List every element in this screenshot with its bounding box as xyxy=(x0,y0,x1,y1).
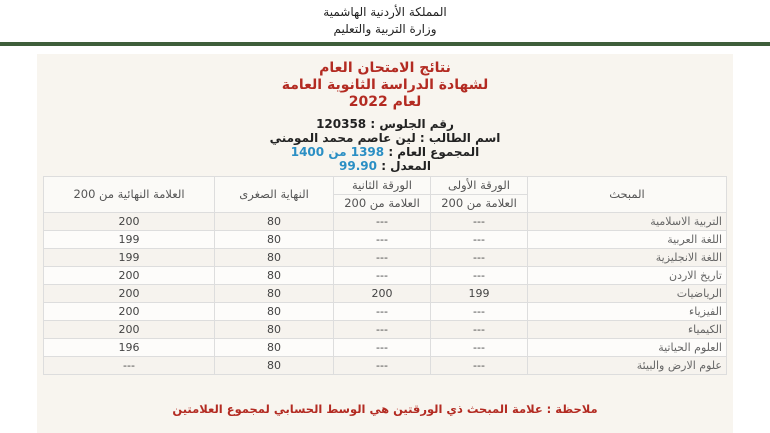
cell-min: 80 xyxy=(215,213,334,231)
average-score xyxy=(37,159,733,173)
cell-min: 80 xyxy=(215,303,334,321)
cell-subject: الرياضيات xyxy=(528,285,727,303)
exam-year: لعام 2022 xyxy=(348,94,422,110)
cell-subject: العلوم الحياتية xyxy=(528,339,727,357)
col-final: العلامة النهائية من 200 xyxy=(44,177,215,213)
cell-paper1: --- xyxy=(431,321,528,339)
cell-paper1: --- xyxy=(431,267,528,285)
cell-subject: الفيزياء xyxy=(528,303,727,321)
table-row xyxy=(44,285,727,303)
results-card xyxy=(37,54,733,433)
results-table xyxy=(43,176,727,375)
cell-final: 200 xyxy=(44,267,215,285)
name-value: لين عاصم محمد المومني xyxy=(269,131,416,145)
cell-subject: اللغة العربية xyxy=(528,231,727,249)
cell-min: 80 xyxy=(215,249,334,267)
table-row xyxy=(44,267,727,285)
total-label: المجموع العام : xyxy=(384,145,480,159)
exam-title-line2: لشهادة الدراسة الثانوية العامة xyxy=(281,77,489,93)
cell-subject: تاريخ الاردن xyxy=(528,267,727,285)
cell-final: 199 xyxy=(44,231,215,249)
cell-paper1: --- xyxy=(431,231,528,249)
footnote: ملاحظة : علامة المبحث ذي الورقتين هي الوسط الحسابي لمجموع العلامتين xyxy=(172,402,598,416)
cell-paper1: --- xyxy=(431,249,528,267)
student-name xyxy=(37,131,733,145)
cell-final: 200 xyxy=(44,213,215,231)
col-min-end: النهاية الصغرى xyxy=(215,177,334,213)
table-row xyxy=(44,339,727,357)
col-subject: المبحث xyxy=(528,177,727,213)
cell-final: 200 xyxy=(44,321,215,339)
cell-paper2: --- xyxy=(334,213,431,231)
header-divider xyxy=(0,42,770,46)
seat-value: 120358 xyxy=(316,117,367,131)
col-paper1-sub: العلامة من 200 xyxy=(431,195,528,213)
table-row xyxy=(44,231,727,249)
total-score xyxy=(37,145,733,159)
cell-paper2: --- xyxy=(334,357,431,375)
cell-final: --- xyxy=(44,357,215,375)
seat-label: رقم الجلوس : xyxy=(366,117,454,131)
avg-label: المعدل : xyxy=(377,159,431,173)
table-row xyxy=(44,303,727,321)
col-paper1: الورقة الأولى xyxy=(431,177,528,195)
ministry-name: وزارة التربية والتعليم xyxy=(333,22,437,36)
cell-subject: الكيمياء xyxy=(528,321,727,339)
cell-paper2: --- xyxy=(334,249,431,267)
cell-paper1: --- xyxy=(431,303,528,321)
table-row xyxy=(44,357,727,375)
cell-final: 199 xyxy=(44,249,215,267)
cell-min: 80 xyxy=(215,321,334,339)
table-row xyxy=(44,321,727,339)
cell-paper1: 199 xyxy=(431,285,528,303)
cell-min: 80 xyxy=(215,231,334,249)
total-value: 1398 من 1400 xyxy=(290,145,385,159)
exam-title xyxy=(37,60,733,111)
seat-number xyxy=(37,117,733,131)
cell-min: 80 xyxy=(215,285,334,303)
cell-final: 200 xyxy=(44,285,215,303)
cell-paper2: 200 xyxy=(334,285,431,303)
cell-final: 200 xyxy=(44,303,215,321)
cell-paper2: --- xyxy=(334,267,431,285)
cell-paper1: --- xyxy=(431,357,528,375)
avg-value: 99.90 xyxy=(339,159,378,173)
cell-paper2: --- xyxy=(334,321,431,339)
cell-min: 80 xyxy=(215,339,334,357)
cell-paper2: --- xyxy=(334,303,431,321)
cell-paper1: --- xyxy=(431,213,528,231)
table-row xyxy=(44,249,727,267)
table-row xyxy=(44,213,727,231)
col-paper2-sub: العلامة من 200 xyxy=(334,195,431,213)
cell-paper2: --- xyxy=(334,231,431,249)
cell-paper1: --- xyxy=(431,339,528,357)
cell-paper2: --- xyxy=(334,339,431,357)
ministry-header xyxy=(0,0,770,44)
cell-subject: التربية الاسلامية xyxy=(528,213,727,231)
cell-min: 80 xyxy=(215,357,334,375)
cell-final: 196 xyxy=(44,339,215,357)
cell-subject: اللغة الانجليزية xyxy=(528,249,727,267)
col-paper2: الورقة الثانية xyxy=(334,177,431,195)
name-label: اسم الطالب : xyxy=(415,131,501,145)
exam-title-line1: نتائج الامتحان العام xyxy=(319,60,451,76)
cell-min: 80 xyxy=(215,267,334,285)
student-info xyxy=(37,117,733,173)
kingdom-name: المملكة الأردنية الهاشمية xyxy=(323,5,447,19)
cell-subject: علوم الارض والبيئة xyxy=(528,357,727,375)
